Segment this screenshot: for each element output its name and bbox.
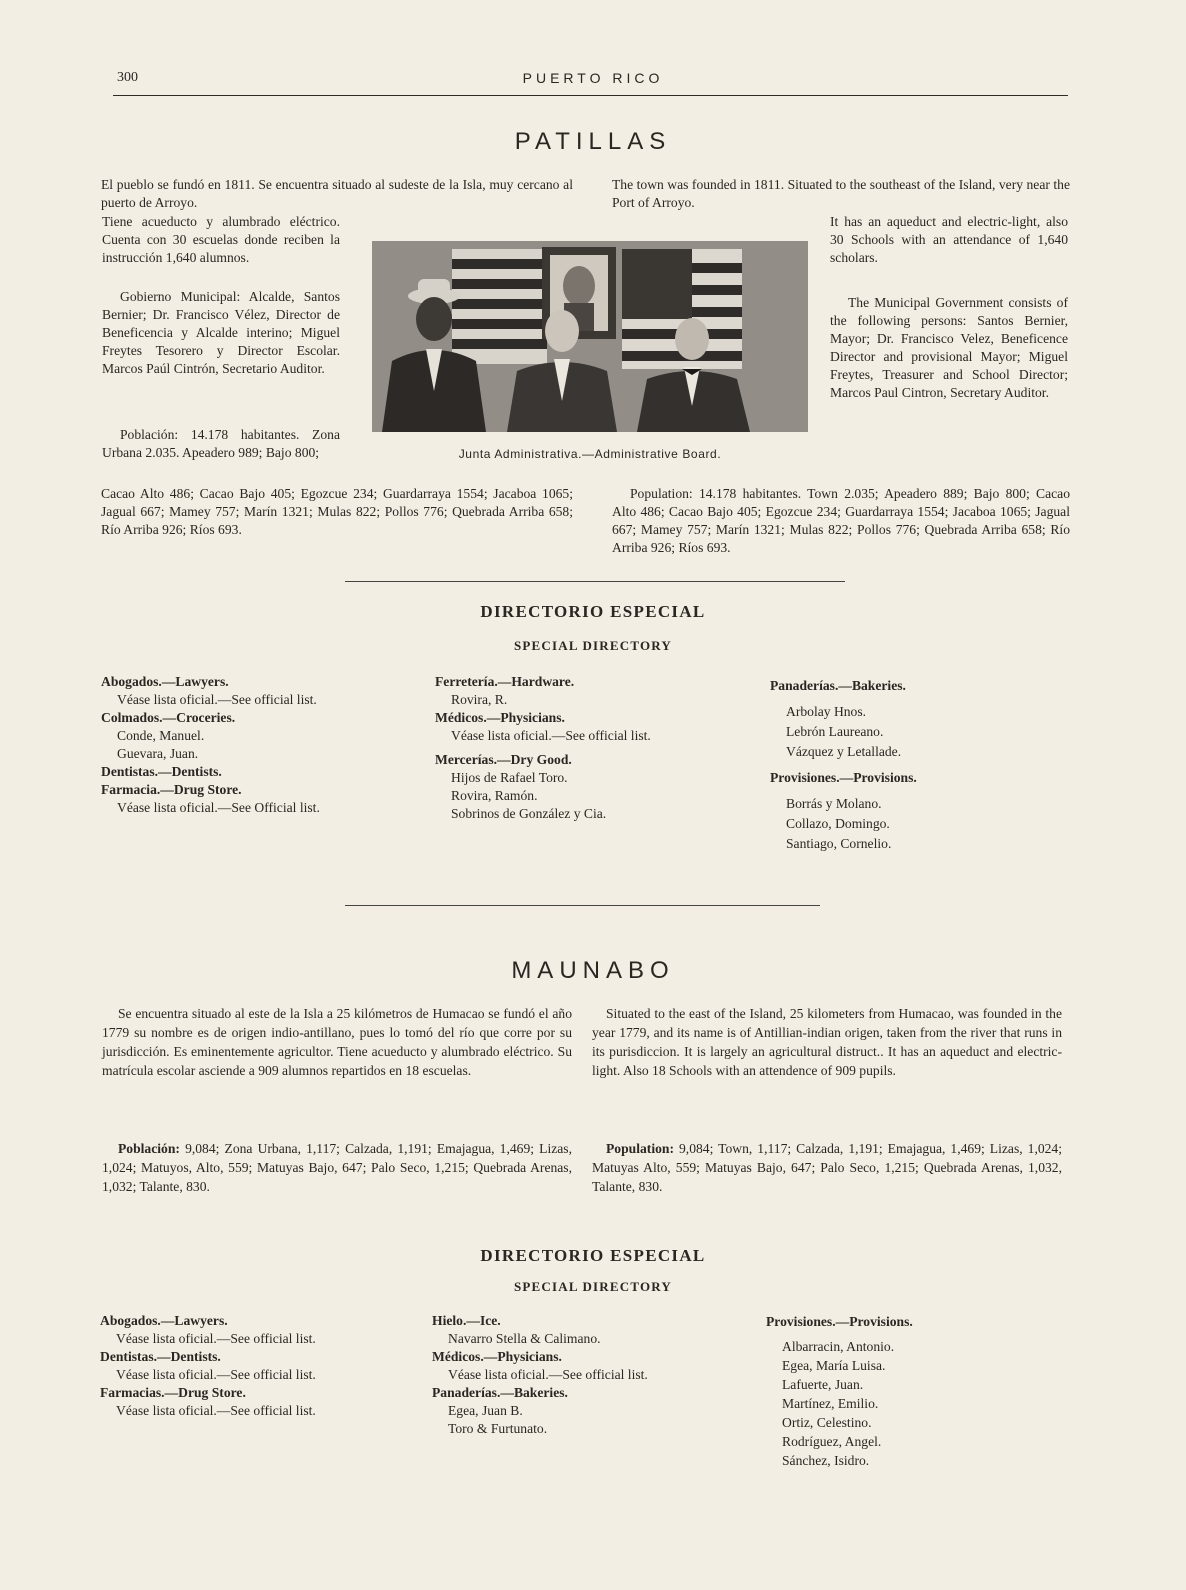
directory-entry: Borrás y Molano. (786, 796, 882, 811)
directory-heading: Hielo.—Ice. (432, 1313, 501, 1328)
patillas-directory-title: DIRECTORIO ESPECIAL (480, 602, 706, 621)
directory-entry: Véase lista oficial.—See official list. (448, 1367, 648, 1382)
population-label: Population: (606, 1141, 674, 1156)
maunabo-directory-col-3 (766, 1312, 1066, 1470)
page-number: 300 (117, 70, 138, 85)
directory-entry: Arbolay Hnos. (786, 704, 867, 719)
patillas-es-services: Tiene acueducto y alumbrado eléctrico. Cuenta con 30 escuelas donde reciben la instrucción 1,640 alumnos. (102, 214, 340, 265)
maunabo-en-description: Situated to the east of the Island, 25 kilometers from Humacao, was founded in the year 1779, and its name is of Antillian-indian origen, taken from the river that runs in its purisdiccion. It is largely an agricultural distruct.. It has an aqueduct and electric-light. Also 18 Schools with an attendence of 909 pupils. (592, 1006, 1062, 1078)
directory-heading: Farmacias.—Drug Store. (100, 1385, 246, 1400)
directory-entry: Rovira, R. (451, 692, 508, 707)
section-divider (345, 581, 845, 582)
patillas-directory-col-2 (435, 673, 735, 823)
patillas-es-population: Población: 14.178 habitantes. Zona Urbana 2.035. Apeadero 989; Bajo 800; (102, 427, 340, 460)
maunabo-en-population (592, 1139, 1062, 1196)
maunabo-directory-title: DIRECTORIO ESPECIAL (480, 1246, 706, 1265)
maunabo-es-population (102, 1139, 572, 1196)
maunabo-es-description: Se encuentra situado al este de la Isla a 25 kilómetros de Humacao se fundó el año 1779 su nombre es de origen indio-antillano, pues lo tomó del río que corre por su jurisdicción. Es eminentemente agricultor. Tiene acueducto y alumbrado eléctrico. Su matrícula escolar asciende a 909 alumnos repartidos en 18 escuelas. (102, 1006, 572, 1078)
directory-heading: Médicos.—Physicians. (432, 1349, 562, 1364)
directory-entry: Vázquez y Letallade. (786, 744, 902, 759)
directory-entry: Egea, Juan B. (448, 1403, 523, 1418)
directory-entry: Rodríguez, Angel. (782, 1434, 882, 1449)
header-rule (113, 95, 1068, 96)
directory-heading: Panaderías.—Bakeries. (770, 678, 906, 693)
directory-entry: Véase lista oficial.—See official list. (116, 1367, 316, 1382)
directory-entry: Navarro Stella & Calimano. (448, 1331, 601, 1346)
section-divider (345, 905, 820, 906)
directory-entry: Lebrón Laureano. (786, 724, 884, 739)
directory-heading: Colmados.—Croceries. (101, 710, 236, 725)
directory-entry: Conde, Manuel. (117, 728, 205, 743)
directory-entry: Santiago, Cornelio. (786, 836, 892, 851)
directory-heading: Panaderías.—Bakeries. (432, 1385, 568, 1400)
patillas-directory-subtitle: SPECIAL DIRECTORY (513, 638, 673, 653)
patillas-en-services: It has an aqueduct and electric-light, also 30 Schools with an attendance of 1,640 scholars. (830, 214, 1068, 265)
section-title-maunabo: MAUNABO (511, 957, 675, 984)
directory-heading: Provisiones.—Provisions. (766, 1314, 913, 1329)
patillas-en-government: The Municipal Government consists of the following persons: Santos Bernier, Mayor; Dr. Francisco Velez, Beneficence Director and provisional Mayor; Miguel Freytes, Treasurer and School Director; Marcos Paul Cintron, Secretary Auditor. (830, 295, 1068, 400)
administrative-board-photo (372, 241, 808, 432)
directory-heading: Dentistas.—Dentists. (100, 1349, 221, 1364)
directory-heading: Médicos.—Physicians. (435, 710, 565, 725)
population-values: 9,084; Zona Urbana, 1,117; Calzada, 1,191; Emajagua, 1,469; Lizas, 1,024; Matuyos, Alto, 559; Matuyas Bajo, 647; Palo Seco, 1,215; Quebrada Arenas, 1,032; Talante, 830. (102, 1141, 572, 1194)
photo-illustration (372, 241, 808, 432)
photo-caption: Junta Administrativa.—Administrative Board. (458, 447, 722, 461)
patillas-es-population-cont: Cacao Alto 486; Cacao Bajo 405; Egozcue 234; Guardarraya 1554; Jacaboa 1065; Jagual 667; Mamey 757; Marín 1321; Mulas 822; Pollos 776; Quebrada Arriba 658; Río Arriba 926; Ríos 693. (101, 486, 573, 537)
population-values: 9,084; Town, 1,117; Calzada, 1,191; Emajagua, 1,469; Lizas, 1,024; Matuyas Alto, 559; Matuyas Bajo, 647; Palo Seco, 1,215; Quebrada Arenas, 1,032, Talante, 830. (592, 1141, 1063, 1194)
maunabo-directory-subtitle: SPECIAL DIRECTORY (513, 1279, 673, 1294)
patillas-es-intro: El pueblo se fundó en 1811. Se encuentra situado al sudeste de la Isla, muy cercano al puerto de Arroyo. (101, 177, 573, 210)
flag-left-icon (452, 249, 547, 364)
directory-entry: Hijos de Rafael Toro. (451, 770, 568, 785)
section-title-patillas: PATILLAS (514, 128, 672, 155)
directory-entry: Albarracin, Antonio. (782, 1339, 895, 1354)
patillas-en-population: Population: 14.178 habitantes. Town 2.035; Apeadero 889; Bajo 800; Cacao Alto 486; Cacao Bajo 405; Egozcue 234; Guardarraya 1554; Jacaboa 1065; Jagual 667; Mamey 757; Marín 1321; Mulas 822; Pollos 776; Quebrada Arriba 658; Río Arriba 926; Ríos 693. (612, 486, 1070, 555)
running-title: PUERTO RICO (522, 70, 664, 86)
directory-heading: Provisiones.—Provisions. (770, 770, 917, 785)
directory-entry: Véase lista oficial.—See official list. (451, 728, 651, 743)
directory-entry: Rovira, Ramón. (451, 788, 538, 803)
directory-entry: Collazo, Domingo. (786, 816, 890, 831)
directory-heading: Ferretería.—Hardware. (435, 674, 575, 689)
population-label: Población: (118, 1141, 180, 1156)
directory-entry: Guevara, Juan. (117, 746, 199, 761)
patillas-directory-col-1 (101, 673, 401, 817)
maunabo-directory-col-2 (432, 1312, 732, 1438)
directory-entry: Sánchez, Isidro. (782, 1453, 870, 1468)
directory-heading: Mercerías.—Dry Good. (435, 752, 572, 767)
patillas-directory-col-3 (770, 676, 1070, 854)
directory-entry: Lafuerte, Juan. (782, 1377, 864, 1392)
directory-entry: Véase lista oficial.—See official list. (116, 1403, 316, 1418)
directory-entry: Egea, María Luisa. (782, 1358, 886, 1373)
directory-heading: Farmacia.—Drug Store. (101, 782, 242, 797)
directory-entry: Véase lista oficial.—See official list. (116, 1331, 316, 1346)
patillas-es-government: Gobierno Municipal: Alcalde, Santos Bernier; Dr. Francisco Vélez, Director de Beneficencia y Alcalde interino; Miguel Freytes Tesorero y Director Escolar. Marcos Paúl Cintrón, Secretario Auditor. (102, 289, 340, 376)
directory-entry: Véase lista oficial.—See Official list. (117, 800, 320, 815)
directory-heading: Abogados.—Lawyers. (101, 674, 229, 689)
directory-heading: Abogados.—Lawyers. (100, 1313, 228, 1328)
directory-entry: Toro & Furtunato. (448, 1421, 548, 1436)
directory-entry: Ortiz, Celestino. (782, 1415, 872, 1430)
directory-entry: Martínez, Emilio. (782, 1396, 879, 1411)
maunabo-directory-col-1 (100, 1312, 400, 1420)
patillas-en-intro: The town was founded in 1811. Situated to the southeast of the Island, very near the Port of Arroyo. (612, 177, 1070, 210)
directory-heading: Dentistas.—Dentists. (101, 764, 222, 779)
directory-entry: Sobrinos de González y Cia. (451, 806, 607, 821)
directory-entry: Véase lista oficial.—See official list. (117, 692, 317, 707)
